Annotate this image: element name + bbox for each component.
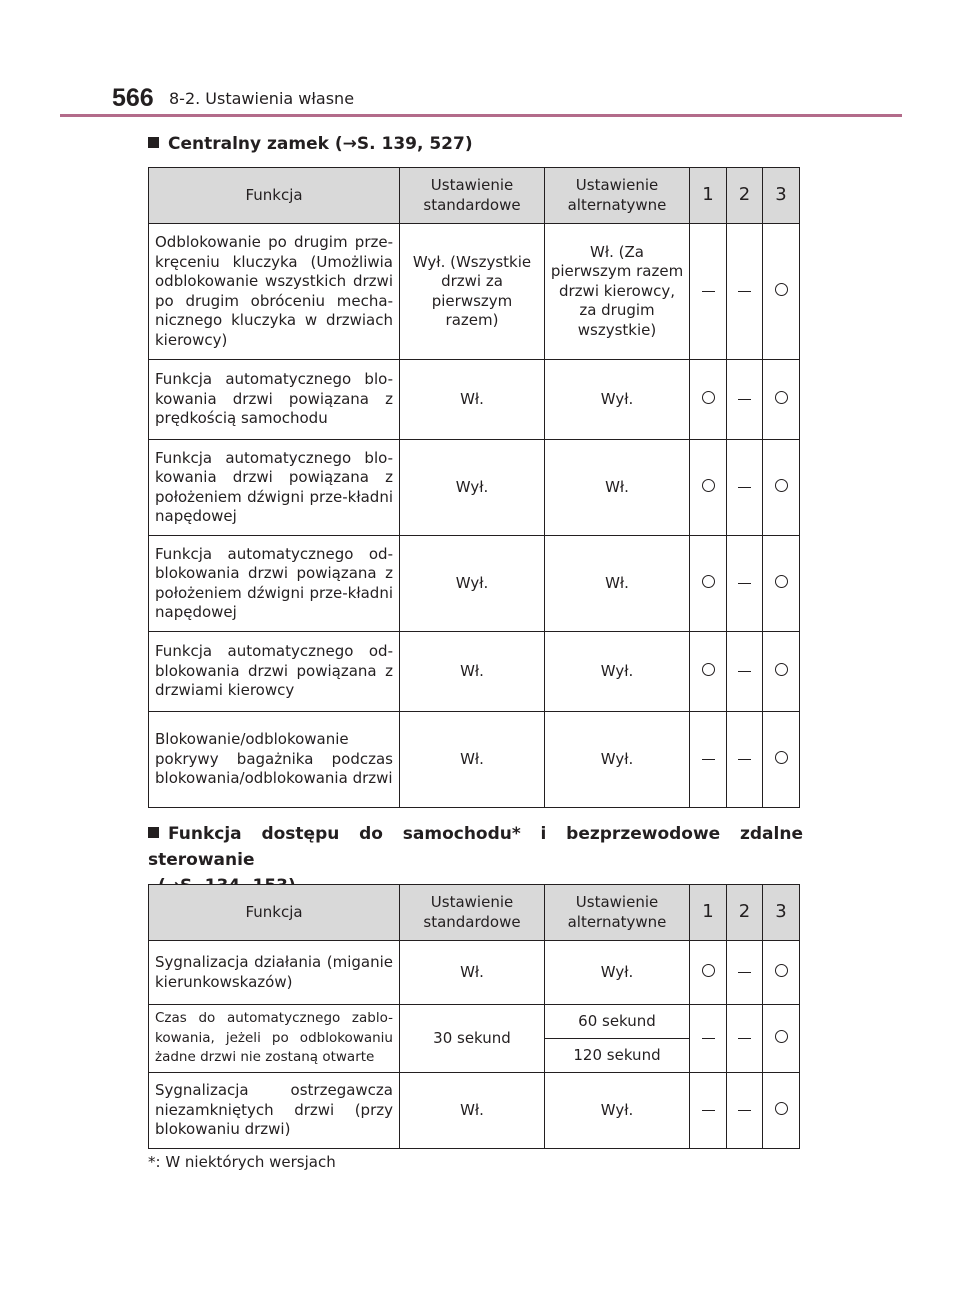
mark-cell [690, 712, 727, 808]
circled-number-2-icon: 2 [738, 901, 751, 923]
section1-heading-text: Centralny zamek (→S. 139, 527) [168, 134, 473, 154]
col-header-alternative: Ustawienie alternatywne [545, 885, 690, 941]
dash-mark-icon [738, 399, 751, 400]
circle-mark-icon [775, 1102, 788, 1115]
mark-cell [727, 440, 763, 536]
circle-mark-icon [775, 479, 788, 492]
table-row [149, 224, 800, 360]
mark-cell [690, 360, 727, 440]
dash-mark-icon [738, 1110, 751, 1111]
circle-mark-icon [775, 283, 788, 296]
mark-cell [763, 1005, 800, 1073]
mark-cell [727, 1005, 763, 1073]
col-header-default: Ustawienie standardowe [400, 168, 545, 224]
table-row [149, 941, 800, 1005]
table-row [149, 440, 800, 536]
circle-mark-icon [702, 575, 715, 588]
mark-cell [690, 941, 727, 1005]
page-header [112, 84, 902, 114]
alternative-cell: Wł. [545, 536, 690, 632]
dash-mark-icon [738, 291, 751, 292]
alternative-cell: Wł. (Za pierwszym razem drzwi kierowcy, za drugim wszystkie) [545, 224, 690, 360]
mark-cell [727, 224, 763, 360]
col-header-2 [727, 885, 763, 941]
alternative-cell: Wył. [545, 941, 690, 1005]
alternative-cell: 120 sekund [545, 1039, 690, 1073]
dash-mark-icon [702, 1038, 715, 1039]
mark-cell [690, 536, 727, 632]
col-header-1 [690, 168, 727, 224]
mark-cell [727, 941, 763, 1005]
circle-mark-icon [775, 964, 788, 977]
default-cell: Wył. (Wszystkie drzwi za pierwszym razem) [400, 224, 545, 360]
col-header-function: Funkcja [149, 168, 400, 224]
circled-number-3-icon: 3 [775, 901, 787, 923]
mark-cell [690, 224, 727, 360]
alternative-cell: Wył. [545, 1073, 690, 1149]
circle-mark-icon [775, 751, 788, 764]
default-cell: Wł. [400, 360, 545, 440]
dash-mark-icon [738, 487, 751, 488]
mark-cell [763, 536, 800, 632]
circled-number-1-icon: 1 [702, 901, 714, 923]
mark-cell [763, 360, 800, 440]
table-row [149, 712, 800, 808]
table-central-lock [148, 167, 800, 808]
circled-number-2-icon: 2 [738, 184, 751, 206]
circle-mark-icon [702, 391, 715, 404]
mark-cell [727, 536, 763, 632]
table-row [149, 536, 800, 632]
table-row [149, 1005, 800, 1039]
function-cell: Sygnalizacja ostrzegawcza niezamkniętych drzwi (przy blokowaniu drzwi) [149, 1073, 400, 1149]
function-cell: Funkcja automatycznego blo-kowania drzwi powiązana z prędkością samochodu [149, 360, 400, 440]
dash-mark-icon [702, 1110, 715, 1111]
mark-cell [763, 941, 800, 1005]
default-cell: Wł. [400, 712, 545, 808]
table-row [149, 632, 800, 712]
mark-cell [690, 1073, 727, 1149]
function-cell: Funkcja automatycznego od-blokowania drzwi powiązana z drzwiami kierowcy [149, 632, 400, 712]
mark-cell [690, 440, 727, 536]
default-cell: Wł. [400, 941, 545, 1005]
mark-cell [727, 1073, 763, 1149]
circled-number-3-icon: 3 [775, 184, 787, 206]
mark-cell [763, 440, 800, 536]
mark-cell [727, 360, 763, 440]
col-header-2 [727, 168, 763, 224]
alternative-cell: Wł. [545, 440, 690, 536]
col-header-default: Ustawienie standardowe [400, 885, 545, 941]
table-access-remote [148, 884, 800, 1149]
function-cell: Sygnalizacja działania (miganie kierunkowskazów) [149, 941, 400, 1005]
mark-cell [763, 1073, 800, 1149]
circle-mark-icon [702, 964, 715, 977]
alternative-cell: Wył. [545, 360, 690, 440]
function-cell: Funkcja automatycznego od-blokowania drzwi powiązana z położeniem dźwigni prze-kładni napędowej [149, 536, 400, 632]
section1-heading [148, 131, 473, 157]
page-number: 566 [112, 84, 154, 112]
circle-mark-icon [775, 575, 788, 588]
circle-mark-icon [775, 391, 788, 404]
footnote: *: W niektórych wersjach [148, 1153, 336, 1171]
section2-heading-line1: Funkcja dostępu do samochodu* i bezprzewodowe zdalne sterowanie [148, 824, 803, 870]
function-cell: Czas do automatycznego zablo-kowania, jeżeli po odblokowaniu żadne drzwi nie zostaną otwarte [149, 1005, 400, 1073]
mark-cell [727, 632, 763, 712]
dash-mark-icon [702, 759, 715, 760]
dash-mark-icon [738, 583, 751, 584]
col-header-3 [763, 168, 800, 224]
col-header-3 [763, 885, 800, 941]
circle-mark-icon [702, 663, 715, 676]
function-cell: Funkcja automatycznego blo-kowania drzwi powiązana z położeniem dźwigni prze-kładni napędowej [149, 440, 400, 536]
mark-cell [763, 712, 800, 808]
table-row [149, 360, 800, 440]
table-row [149, 1073, 800, 1149]
dash-mark-icon [738, 759, 751, 760]
col-header-function: Funkcja [149, 885, 400, 941]
chapter-title: 8-2. Ustawienia własne [169, 89, 355, 108]
default-cell: 30 sekund [400, 1005, 545, 1073]
default-cell: Wł. [400, 632, 545, 712]
alternative-cell: Wył. [545, 632, 690, 712]
circled-number-1-icon: 1 [702, 184, 714, 206]
mark-cell [763, 224, 800, 360]
circle-mark-icon [702, 479, 715, 492]
alternative-cell: 60 sekund [545, 1005, 690, 1039]
header-divider [60, 114, 902, 117]
col-header-alternative: Ustawienie alternatywne [545, 168, 690, 224]
square-bullet-icon [148, 137, 159, 148]
alternative-cell: Wył. [545, 712, 690, 808]
dash-mark-icon [738, 1038, 751, 1039]
mark-cell [690, 1005, 727, 1073]
dash-mark-icon [738, 671, 751, 672]
mark-cell [727, 712, 763, 808]
mark-cell [690, 632, 727, 712]
default-cell: Wył. [400, 536, 545, 632]
square-bullet-icon [148, 827, 159, 838]
circle-mark-icon [775, 663, 788, 676]
function-cell: Blokowanie/odblokowanie pokrywy bagażnika podczas blokowania/odblokowania drzwi [149, 712, 400, 808]
col-header-1 [690, 885, 727, 941]
circle-mark-icon [775, 1030, 788, 1043]
function-cell: Odblokowanie po drugim prze-kręceniu kluczyka (Umożliwia odblokowanie wszystkich drzwi po drugim obróceniu mecha-nicznego kluczyka w drzwiach kierowcy) [149, 224, 400, 360]
mark-cell [763, 632, 800, 712]
default-cell: Wł. [400, 1073, 545, 1149]
dash-mark-icon [738, 972, 751, 973]
dash-mark-icon [702, 291, 715, 292]
default-cell: Wył. [400, 440, 545, 536]
